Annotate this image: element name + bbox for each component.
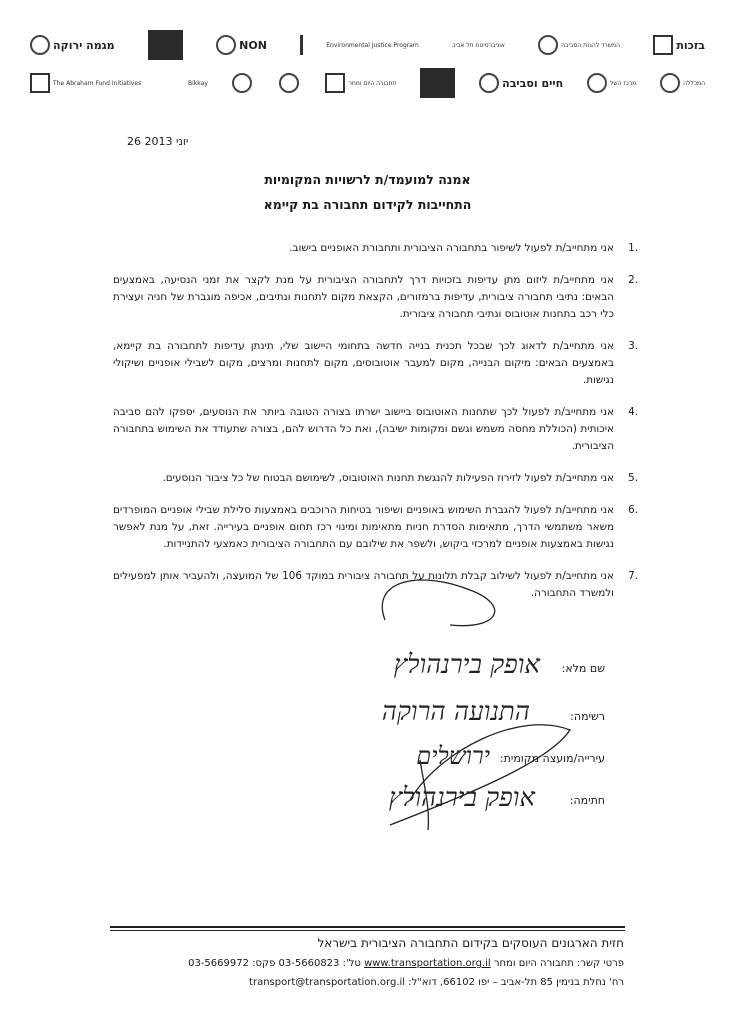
city-label: עירייה/מועצה מקומית: [499, 752, 605, 765]
document-date: 26 יוני 2013 [127, 135, 189, 148]
list-handwritten: התנועה הרוקה [381, 697, 530, 727]
leaf-icon [165, 73, 185, 93]
pledge-text: אני מתחייב/ת לפעול להגברת השימוש באופניים ושיפור בטיחות הרוכבים באמצעות סלילת שבילי אופניים המופרדים משאר משתמשי הדרך, מתאימות הסדרת חניות מתאימות ומינוי רכז תחום אופניים בעירייה. זאת, על מנת לאפשר נגישות באמצעות אופניים למרכזי ביקוש, ולשפר את שילובם עם התחבורה הציבורית כאמצעי להתניידות. [113, 504, 614, 550]
pledge-text: אני מתחייב/ת לדאוג לכך שבכל תכנית בנייה חדשה בתחומי היישוב שלי, תינתן עדיפות לתחבורה בת קיימא, באמצעים הבאים: מיקום הבנייה, מקום למעבר אוטובוסים, מקום לתחנות ומרצים, מקום לשבילי אופניים ושיקולי נגישות. [113, 340, 614, 386]
logo-heschel: מרכז השל [587, 68, 636, 98]
pledge-text: אני מתחייב/ת לפעול לשיפור בתחבורה הציבורית ותחבורת האופניים בישוב. [289, 242, 614, 254]
pledge-number: 5. [628, 472, 638, 484]
pledge-number: 2. [628, 274, 638, 286]
bicycle-icon [660, 73, 680, 93]
logo-megama-yeruka: מגמה ירוקה [30, 30, 115, 60]
bizchut-mark-icon [653, 35, 673, 55]
star-emblem-icon [538, 35, 558, 55]
spiral-icon [30, 35, 50, 55]
pledge-text: אני מתחייב/ת לפעול לשילוב קבלת תלונות על תחבורה ציבורית במוקד 106 של המועצה, ולהעביר אותן למפעילים ולמשרד התחבורה. [113, 570, 614, 599]
pledge-text: אני מתחייב/ת לפעול לכך שתחנות האוטובוס ביישוב ישרתו בצורה הטובה ביותר את הנוסעים, יספקו להם סביבה איכותית (הכוללת מחסה משמש וגשם ומקומות ישיבה), ואת כל הדרוש להם, בצורה שתעודד את השימוש בתחבורה הציבורית. [113, 406, 614, 452]
footer-title: חזית הארגונים העוסקים בקידום התחבורה הציבורית בישראל [317, 936, 624, 950]
document-title: אמנה למועמד/ת לרשויות המקומיות [264, 172, 471, 187]
grid-icon [30, 73, 50, 93]
bus-icon [325, 73, 345, 93]
logo-seal [279, 68, 302, 98]
footer-phone: טל': 03-5660823 פקס: 03-5669972 [188, 958, 361, 969]
pledge-item [113, 502, 638, 553]
pledge-item [113, 272, 638, 323]
hands-icon [426, 73, 446, 93]
footer-address-text: רח' נחלת בנימין 85 תל-אביב – יפו 66102, דוא"ל: [408, 977, 624, 988]
pledge-number: 3. [628, 340, 638, 352]
footer-divider-thin [110, 930, 625, 931]
tau-emblem-icon [300, 35, 323, 55]
logo-non: NON [216, 30, 267, 60]
logo-college: המכללה [660, 68, 705, 98]
logo-hands [420, 68, 455, 98]
header-logos-row2 [30, 66, 705, 100]
name-label: שם מלא: [561, 662, 605, 675]
pledge-item [113, 470, 638, 487]
tree-circle-icon [587, 73, 607, 93]
logo-transport-today: תחבורה היום ומחר [325, 68, 396, 98]
footer-email[interactable]: transport@transportation.org.il [249, 977, 406, 988]
logo-tel-aviv-university: אוניברסיטת תל אביב [452, 41, 505, 49]
list-label: רשימה: [570, 710, 605, 723]
pledge-number: 4. [628, 406, 638, 418]
compass-icon [232, 73, 252, 93]
non-mark-icon [216, 35, 236, 55]
logo-haim-vesviva: חיים וסביבה [479, 68, 563, 98]
name-handwritten: אופק בירנהולץ [393, 650, 540, 680]
seal-icon [279, 73, 299, 93]
pledge-text: אני מתחייב/ת לפעול לזירוז הפעילות להנגשת תחנות האוטובוס, לשימושם הבטוח של כל ציבור הנוסעים. [162, 472, 614, 484]
logo-bikkay: Bikkay [165, 68, 208, 98]
footer-address [249, 977, 624, 988]
footer-contact [188, 958, 624, 969]
pledge-number: 7. [628, 570, 638, 582]
pledge-number: 1. [628, 242, 638, 254]
pledge-item [113, 338, 638, 389]
signature-handwritten: אופק בירנהולץ [388, 783, 535, 813]
pledge-number: 6. [628, 504, 638, 516]
document-subtitle: התחייבות לקידום תחבורה בת קיימא [263, 197, 472, 212]
logo-abraham-fund: The Abraham Fund Initiatives [30, 68, 141, 98]
bird-icon [154, 35, 174, 55]
footer-contact-prefix: פרטי קשר: תחבורה היום ומחר [493, 958, 624, 969]
logo-environmental-justice: Environmental Justice Program [300, 30, 419, 60]
logo-ministry-environment: המשרד להגנת הסביבה [538, 30, 620, 60]
pledge-item [113, 240, 638, 257]
footer-divider [110, 926, 625, 928]
signature-label: חתימה: [569, 794, 605, 807]
pledge-text: אני מתחייב/ת ליזום מתן עדיפות בזכויות דרך לתחבורה הציבורית על מנת לקצר את זמני הנסיעה, באמצעים הבאים: נתיבי תחבורה ציבורית, עדיפות ברמזורים, הקצאת מקום לתחנות ונתיבים, אכיפה מוגברת של חניה ועצירת כלי רכב בתחנות אוטובוס ונתיבי תחבורה ציבורית. [113, 274, 614, 320]
globe-icon [479, 73, 499, 93]
website-link[interactable]: www.transportation.org.il [364, 958, 491, 969]
header-logos-row1 [30, 28, 705, 62]
logo-dark-block [148, 30, 183, 60]
logo-compass [232, 68, 255, 98]
logo-bizchut: בזכות [653, 30, 705, 60]
city-handwritten: ירושלים [416, 742, 490, 770]
pledge-item [113, 404, 638, 455]
